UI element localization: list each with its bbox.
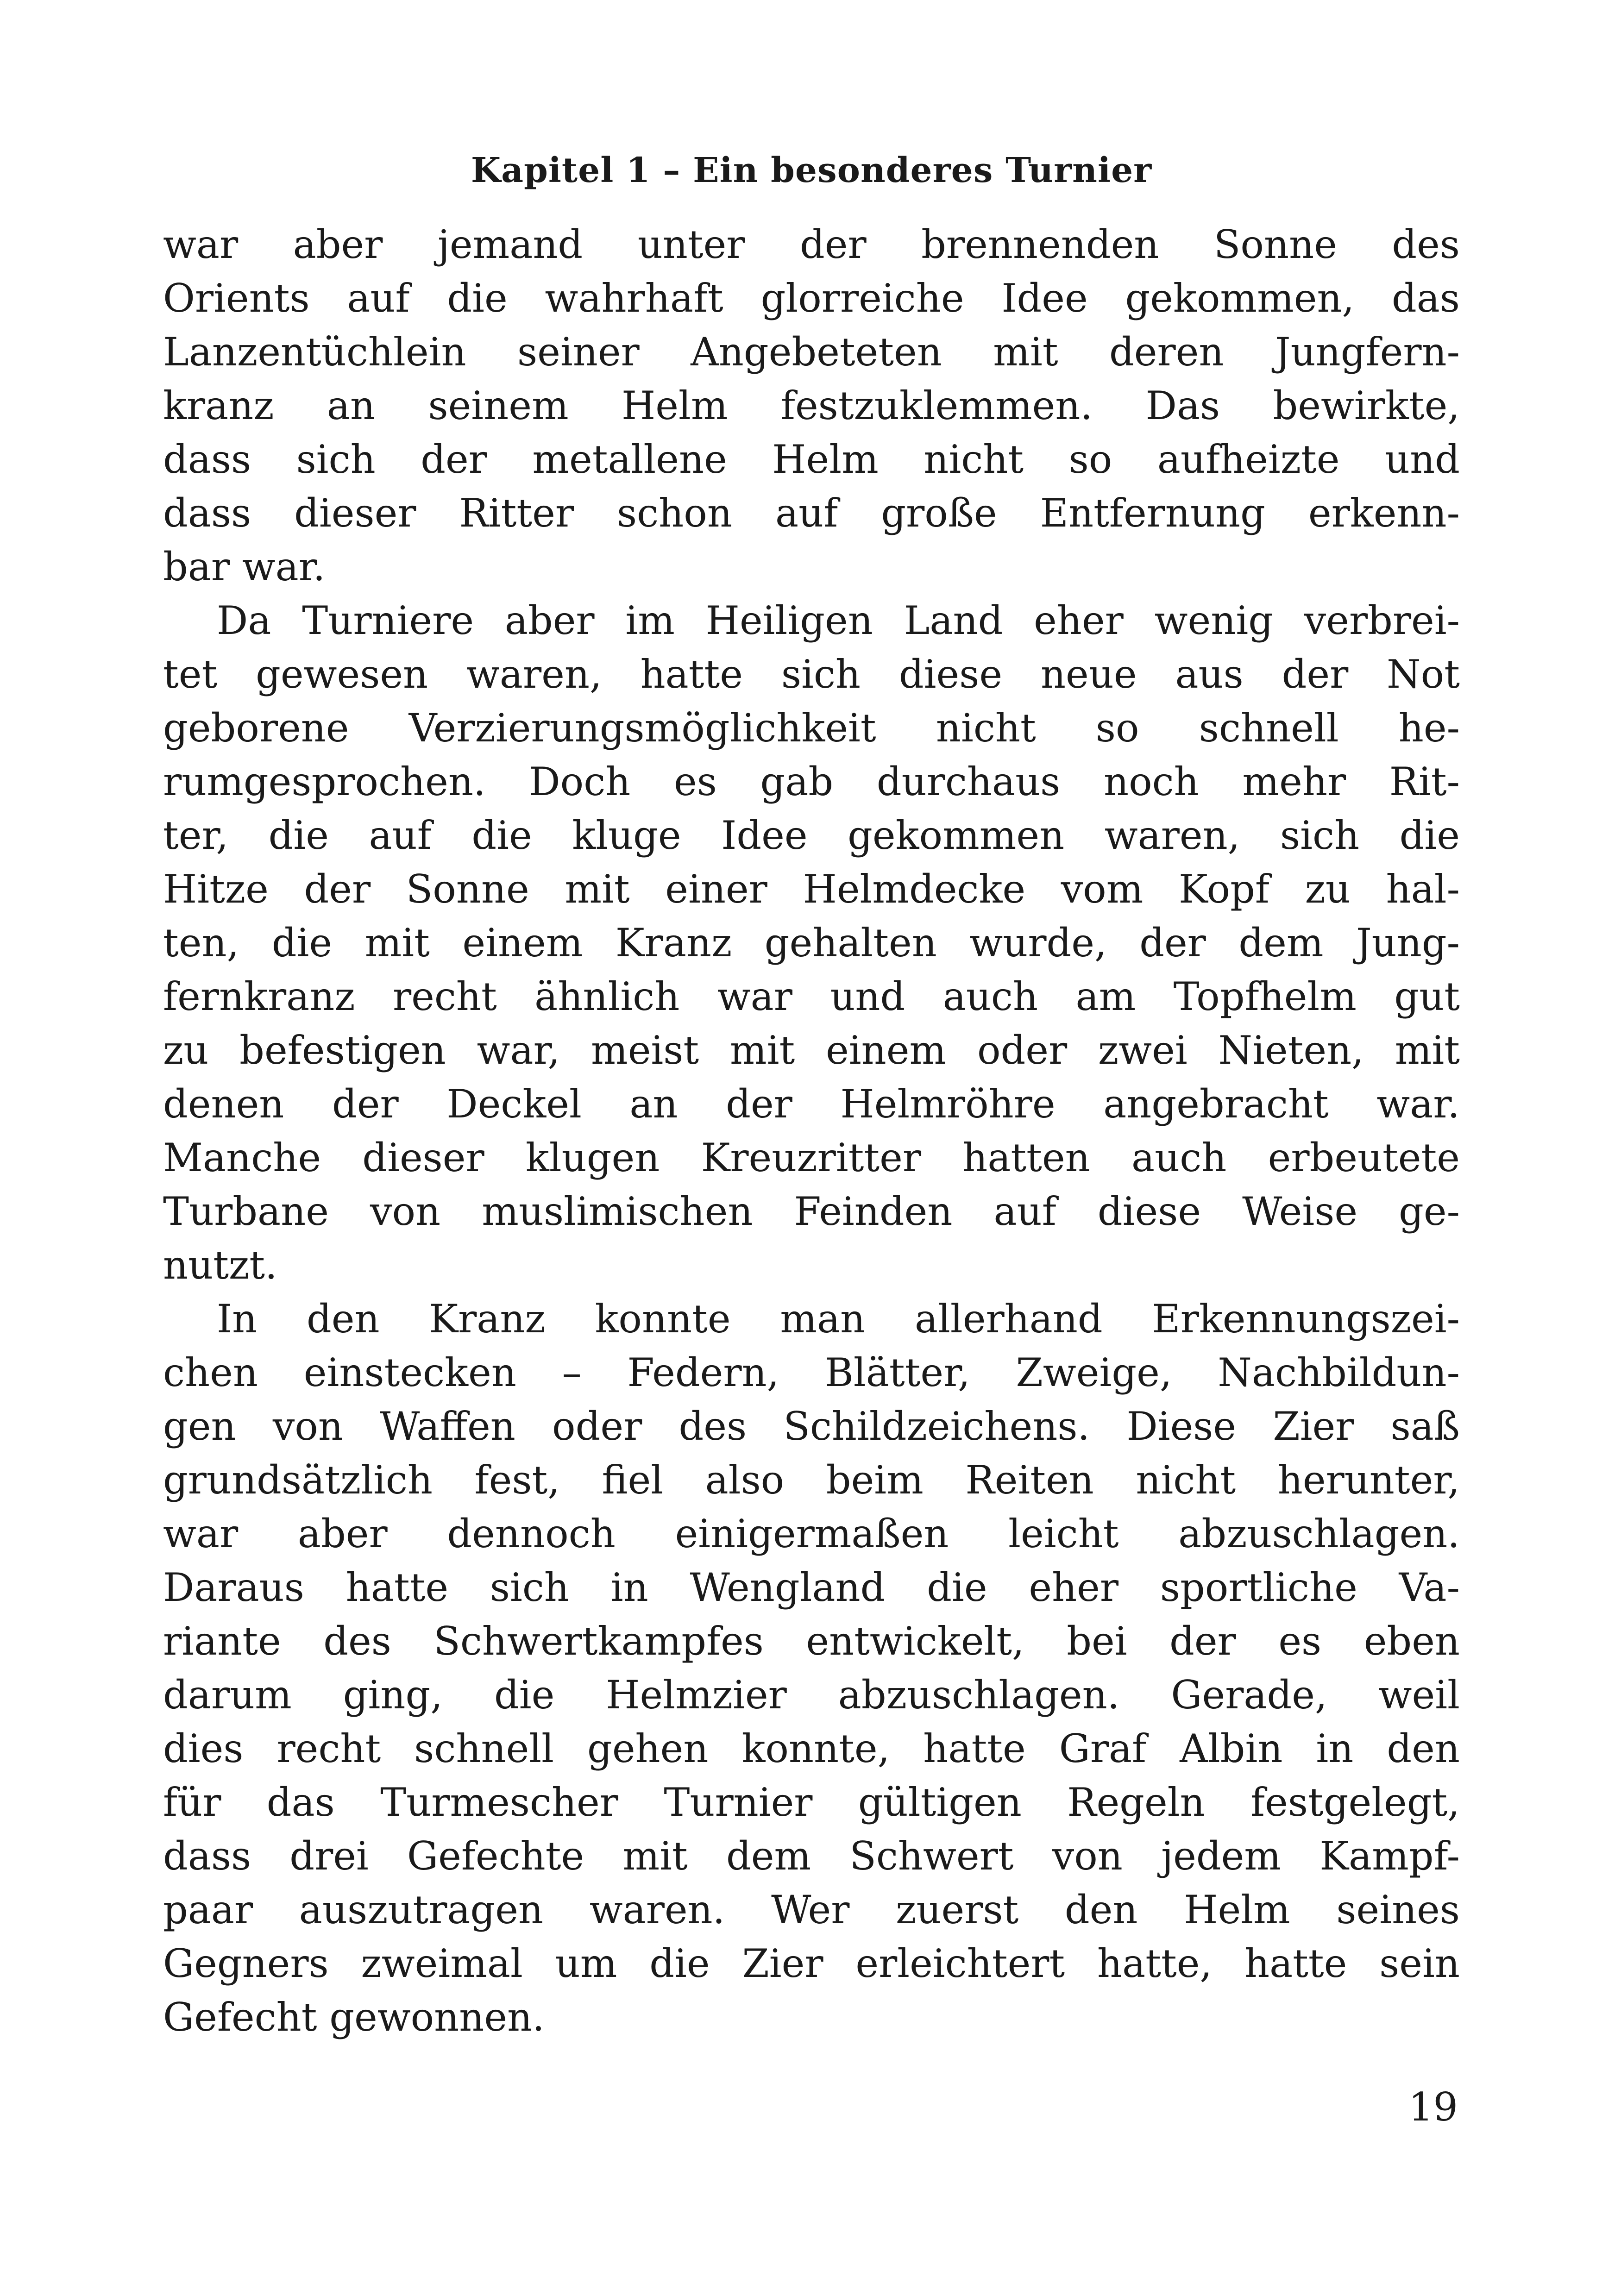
text-line: zu befestigen war, meist mit einem oder zwei Nieten, mit: [163, 1028, 1460, 1073]
text-line: tet gewesen waren, hatte sich diese neue aus der Not: [163, 652, 1460, 697]
text-line: Da Turniere aber im Heiligen Land eher wenig verbrei-: [217, 598, 1460, 643]
text-line: Daraus hatte sich in Wengland die eher sportliche Va-: [163, 1565, 1460, 1610]
text-line: Lanzentüchlein seiner Angebeteten mit deren Jungfern-: [163, 329, 1460, 375]
text-line: fernkranz recht ähnlich war und auch am Topfhelm gut: [163, 974, 1460, 1019]
text-line: dies recht schnell gehen konnte, hatte Graf Albin in den: [163, 1726, 1460, 1771]
text-line: dass dieser Ritter schon auf große Entfernung erkenn-: [163, 490, 1460, 536]
text-line: Manche dieser klugen Kreuzritter hatten auch erbeutete: [163, 1135, 1460, 1180]
running-head: Kapitel 1 – Ein besonderes Turnier: [471, 151, 1152, 190]
text-line: Orients auf die wahrhaft glorreiche Idee gekommen, das: [163, 276, 1460, 321]
text-line: Hitze der Sonne mit einer Helmdecke vom Kopf zu hal-: [163, 866, 1460, 912]
text-line: ten, die mit einem Kranz gehalten wurde, der dem Jung-: [163, 920, 1460, 966]
text-line: Turbane von muslimischen Feinden auf diese Weise ge-: [163, 1189, 1460, 1234]
body-text: [163, 218, 1460, 2044]
paragraph: [163, 594, 1460, 1292]
text-line: paar auszutragen waren. Wer zuerst den Helm seines: [163, 1887, 1460, 1932]
text-line: kranz an seinem Helm festzuklemmen. Das bewirkte,: [163, 383, 1460, 428]
text-line: für das Turmescher Turnier gültigen Regeln festgelegt,: [163, 1780, 1460, 1825]
text-line: nutzt.: [163, 1242, 277, 1288]
text-line: Gefecht gewonnen.: [163, 1995, 545, 2040]
text-line: Gegners zweimal um die Zier erleichtert hatte, hatte sein: [163, 1941, 1460, 1986]
text-line: darum ging, die Helmzier abzuschlagen. Gerade, weil: [163, 1672, 1460, 1718]
text-line: In den Kranz konnte man allerhand Erkennungszei-: [217, 1296, 1460, 1342]
text-line: gen von Waffen oder des Schildzeichens. Diese Zier saß: [163, 1404, 1460, 1449]
text-line: bar war.: [163, 544, 326, 590]
text-line: ter, die auf die kluge Idee gekommen waren, sich die: [163, 813, 1460, 858]
paragraph: [163, 1292, 1460, 2044]
text-line: chen einstecken – Federn, Blätter, Zweige, Nachbildun-: [163, 1350, 1460, 1395]
text-line: dass sich der metallene Helm nicht so aufheizte und: [163, 437, 1460, 482]
text-line: geborene Verzierungsmöglichkeit nicht so schnell he-: [163, 705, 1460, 751]
text-line: riante des Schwertkampfes entwickelt, bei der es eben: [163, 1618, 1460, 1664]
text-line: denen der Deckel an der Helmröhre angebracht war.: [163, 1081, 1460, 1127]
paragraph: [163, 218, 1460, 594]
text-line: war aber dennoch einigermaßen leicht abzuschlagen.: [163, 1511, 1460, 1556]
text-line: dass drei Gefechte mit dem Schwert von jedem Kampf-: [163, 1833, 1460, 1879]
page-number: 19: [1408, 2084, 1458, 2130]
text-line: rumgesprochen. Doch es gab durchaus noch mehr Rit-: [163, 759, 1460, 804]
text-line: war aber jemand unter der brennenden Sonne des: [163, 222, 1460, 267]
text-line: grundsätzlich fest, fiel also beim Reiten nicht herunter,: [163, 1457, 1460, 1503]
